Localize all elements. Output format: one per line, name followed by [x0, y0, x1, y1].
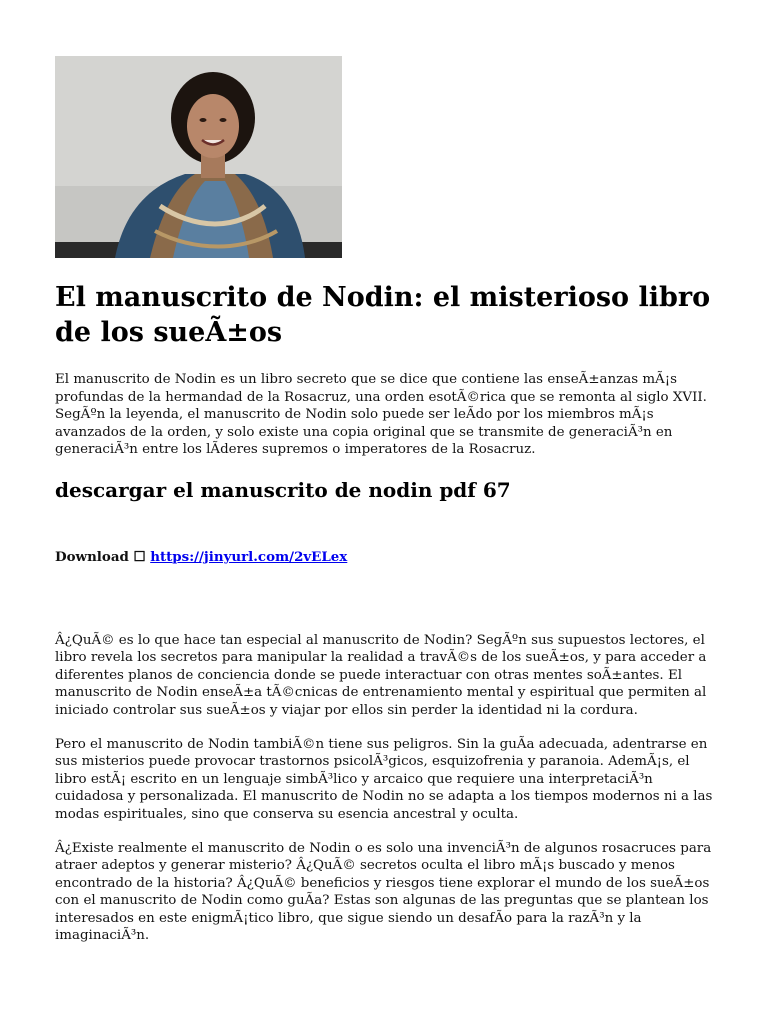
- body-paragraph: Â¿QuÃ© es lo que hace tan especial al manuscrito de Nodin? SegÃºn sus supuestos lectores, el libro revela los secretos para manipular la realidad a travÃ©s de los sueÃ±os, y para acceder a diferentes planos de conciencia donde se puede interactuar con otras mentes soÃ±antes. El manuscrito de Nodin enseÃ±a tÃ©cnicas de entrenamiento mental y espiritual que permiten al iniciado controlar sus sueÃ±os y viajar por ellos sin perder la identidad ni la cordura.: [55, 632, 707, 718]
- document-page: [55, 56, 713, 945]
- body-paragraph: Â¿Existe realmente el manuscrito de Nodin o es solo una invenciÃ³n de algunos rosacruces para atraer adeptos y generar misterio? Â¿QuÃ© secretos oculta el libro mÃ¡s buscado y menos encontrado de la historia? Â¿QuÃ© beneficios y riesgos tiene explorar el mundo de los sueÃ±os con el manuscrito de Nodin como guÃa? Estas son algunas de las preguntas que se plantean los interesados en este enigmÃ¡tico libro, que sigue siendo un desafÃo para la razÃ³n y la imaginaciÃ³n.: [55, 840, 712, 944]
- download-link[interactable]: https://jinyurl.com/2vELex: [150, 548, 348, 565]
- article-photo: [55, 56, 342, 258]
- article-subheading: descargar el manuscrito de nodin pdf 67: [55, 477, 511, 502]
- article-title: El manuscrito de Nodin: el misterioso libro de los sueÃ±os: [55, 282, 711, 348]
- body-paragraph: Pero el manuscrito de Nodin tambiÃ©n tiene sus peligros. Sin la guÃa adecuada, adentrarse en sus misterios puede provocar trastornos psicolÃ³gicos, esquizofrenia y paranoia. AdemÃ¡s, el libro estÃ¡ escrito en un lenguaje simbÃ³lico y arcaico que requiere una interpretaciÃ³n cuidadosa y personalizada. El manuscrito de Nodin no se adapta a los tiempos modernos ni a las modas espirituales, sino que conserva su esencia ancestral y oculta.: [55, 736, 713, 822]
- intro-paragraph: El manuscrito de Nodin es un libro secreto que se dice que contiene las enseÃ±anzas mÃ¡s profundas de la hermandad de la Rosacruz, una orden esotÃ©rica que se remonta al siglo XVII. SegÃºn la leyenda, el manuscrito de Nodin solo puede ser leÃdo por los miembros mÃ¡s avanzados de la orden, y solo existe una copia original que se transmite de generaciÃ³n en generaciÃ³n entre los lÃderes supremos o imperatores de la Rosacruz.: [55, 372, 707, 458]
- download-label: Download ☐: [55, 548, 146, 565]
- download-line: [55, 549, 713, 567]
